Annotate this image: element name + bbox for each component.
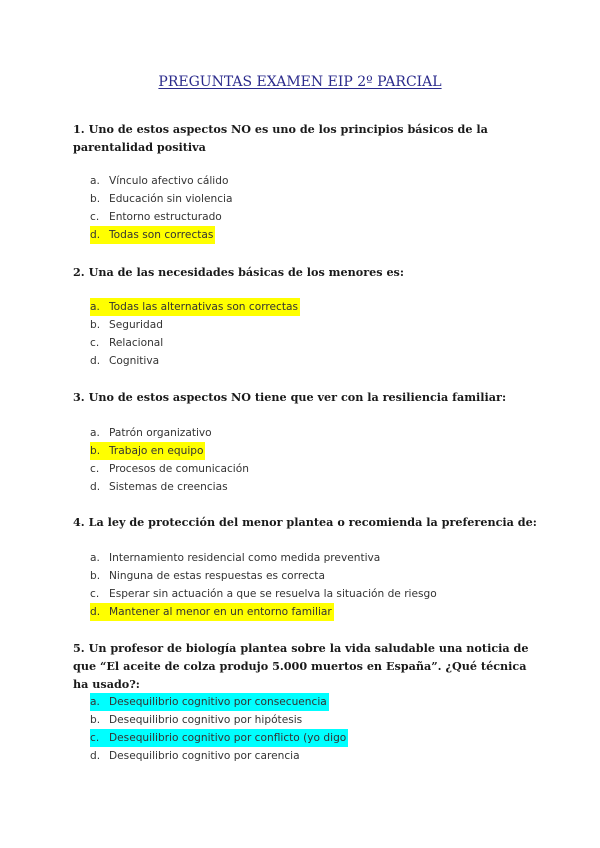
option-text: Trabajo en equipo: [109, 445, 204, 457]
option-text: Ninguna de estas respuestas es correcta: [109, 570, 325, 582]
option-letter: d.: [90, 481, 101, 493]
option-3d-highlight: [90, 478, 230, 496]
option-text: Seguridad: [109, 319, 163, 331]
option-1a: [90, 172, 234, 190]
options-list-4: [90, 549, 439, 621]
option-5b: [90, 711, 348, 729]
option-1b: [90, 190, 234, 208]
option-5b-highlight: [90, 711, 304, 729]
option-4d: [90, 603, 439, 621]
option-1b-highlight: [90, 190, 234, 208]
question-1: 1. Uno de estos aspectos NO es uno de los principios básicos de la parentalidad positiva: [73, 122, 488, 154]
option-5a: [90, 693, 348, 711]
option-letter: b.: [90, 445, 101, 457]
option-4b: [90, 567, 439, 585]
question-3: 3. Uno de estos aspectos NO tiene que ver con la resiliencia familiar:: [73, 390, 507, 404]
option-letter: d.: [90, 606, 101, 618]
option-3a-highlight: [90, 424, 214, 442]
option-3a: [90, 424, 251, 442]
option-text: Desequilibrio cognitivo por carencia: [109, 750, 300, 762]
option-text: Desequilibrio cognitivo por consecuencia: [109, 696, 327, 708]
option-3b-highlight: [90, 442, 205, 460]
option-text: Esperar sin actuación a que se resuelva la situación de riesgo: [109, 588, 437, 600]
question-5: 5. Un profesor de biología plantea sobre la vida saludable una noticia de que “El aceite de colza produjo 5.000 muertos en España”. ¿Qué técnica ha usado?:: [73, 641, 529, 691]
option-3d: [90, 478, 251, 496]
option-2d-highlight: [90, 352, 161, 370]
option-1c: [90, 208, 234, 226]
option-1d: [90, 226, 234, 244]
option-2b-highlight: [90, 316, 165, 334]
option-text: Todas son correctas: [109, 229, 214, 241]
option-5a-highlight: [90, 693, 329, 711]
options-list-5: [90, 693, 348, 765]
option-text: Sistemas de creencias: [109, 481, 228, 493]
option-2b: [90, 316, 300, 334]
option-2d: [90, 352, 300, 370]
document-title: PREGUNTAS EXAMEN EIP 2º PARCIAL: [158, 74, 442, 90]
option-1d-highlight: [90, 226, 215, 244]
option-text: Procesos de comunicación: [109, 463, 249, 475]
option-letter: b.: [90, 319, 101, 331]
option-4a: [90, 549, 439, 567]
option-letter: a.: [90, 175, 100, 187]
option-text: Patrón organizativo: [109, 427, 212, 439]
option-text: Entorno estructurado: [109, 211, 222, 223]
question-4: 4. La ley de protección del menor plantea o recomienda la preferencia de:: [73, 515, 537, 529]
option-text: Vínculo afectivo cálido: [109, 175, 229, 187]
option-4b-highlight: [90, 567, 327, 585]
option-1c-highlight: [90, 208, 224, 226]
option-letter: b.: [90, 193, 101, 205]
options-list-3: [90, 424, 251, 496]
option-2a-highlight: [90, 298, 300, 316]
option-letter: d.: [90, 355, 101, 367]
option-letter: c.: [90, 588, 100, 600]
options-list-1: [90, 172, 234, 244]
option-letter: b.: [90, 570, 101, 582]
option-4c: [90, 585, 439, 603]
option-4d-highlight: [90, 603, 334, 621]
option-text: Educación sin violencia: [109, 193, 233, 205]
option-5d-highlight: [90, 747, 302, 765]
option-5c-highlight: [90, 729, 348, 747]
option-letter: a.: [90, 552, 100, 564]
option-2a: [90, 298, 300, 316]
option-letter: c.: [90, 732, 100, 744]
option-letter: b.: [90, 714, 101, 726]
option-text: Relacional: [109, 337, 164, 349]
option-3c: [90, 460, 251, 478]
option-2c-highlight: [90, 334, 165, 352]
option-letter: d.: [90, 229, 101, 241]
option-4c-highlight: [90, 585, 439, 603]
option-letter: a.: [90, 696, 100, 708]
option-3b: [90, 442, 251, 460]
option-text: Internamiento residencial como medida preventiva: [109, 552, 381, 564]
option-letter: c.: [90, 211, 100, 223]
option-letter: c.: [90, 463, 100, 475]
option-4a-highlight: [90, 549, 382, 567]
option-5d: [90, 747, 348, 765]
option-text: Todas las alternativas son correctas: [109, 301, 298, 313]
option-letter: a.: [90, 301, 100, 313]
option-5c: [90, 729, 348, 747]
option-text: Cognitiva: [109, 355, 160, 367]
option-3c-highlight: [90, 460, 251, 478]
option-letter: d.: [90, 750, 101, 762]
option-text: Desequilibrio cognitivo por hipótesis: [109, 714, 303, 726]
option-letter: c.: [90, 337, 100, 349]
option-2c: [90, 334, 300, 352]
option-1a-highlight: [90, 172, 230, 190]
option-text: Desequilibrio cognitivo por conflicto (yo digo: [109, 732, 347, 744]
question-2: 2. Una de las necesidades básicas de los menores es:: [73, 265, 404, 279]
option-letter: a.: [90, 427, 100, 439]
options-list-2: [90, 298, 300, 370]
option-text: Mantener al menor en un entorno familiar: [109, 606, 332, 618]
